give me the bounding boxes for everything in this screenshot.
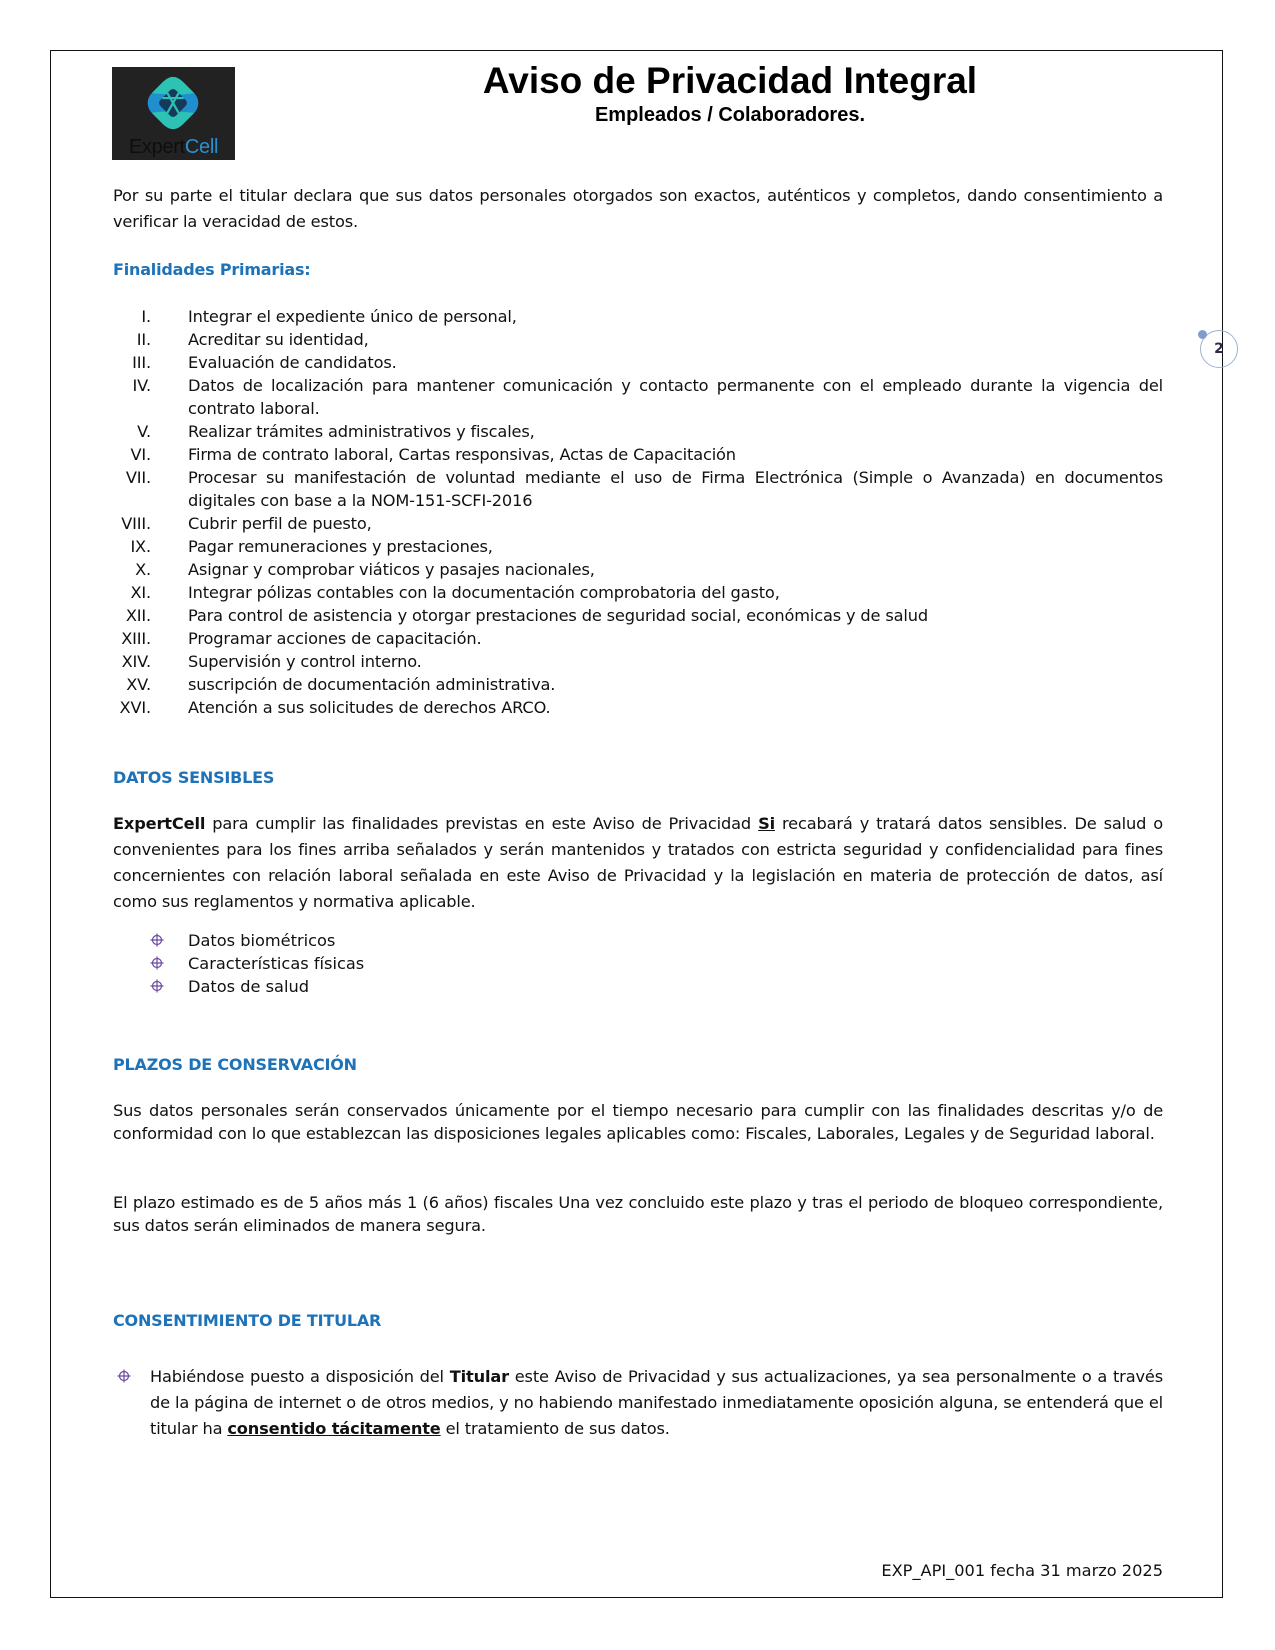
- list-item-number: I.: [141, 307, 151, 326]
- list-item-number: III.: [132, 353, 151, 372]
- list-item-text: Para control de asistencia y otorgar prestaciones de seguridad social, económicas y de salud: [188, 606, 929, 625]
- logo-emblem-icon: [140, 71, 206, 135]
- purpose-list-item: [113, 328, 1163, 351]
- list-item-text: Supervisión y control interno.: [188, 652, 422, 671]
- list-item-number: IV.: [132, 376, 151, 395]
- consent-item: [113, 1364, 1163, 1442]
- purpose-list-item: [113, 420, 1163, 443]
- list-item-text: Datos de localización para mantener comunicación y contacto permanente con el empleado durante la vigencia del contrato laboral.: [188, 376, 1163, 418]
- sensitive-data-item: [150, 952, 364, 975]
- list-item-text: Cubrir perfil de puesto,: [188, 514, 372, 533]
- list-item-text: Procesar su manifestación de voluntad mediante el uso de Firma Electrónica (Simple o Avanzada) en documentos digitales con base a la NOM-151-SCFI-2016: [188, 468, 1163, 510]
- purpose-list-item: [113, 535, 1163, 558]
- purpose-list-item: [113, 558, 1163, 581]
- logo-wordmark: ExpertCell: [128, 136, 219, 158]
- list-item-text: Pagar remuneraciones y prestaciones,: [188, 537, 493, 556]
- list-item-number: IX.: [130, 537, 151, 556]
- page-number-dot-icon: [1198, 330, 1207, 339]
- page-number-badge: 2: [1200, 330, 1238, 368]
- expertcell-logo: [112, 67, 235, 160]
- list-item-text: Firma de contrato laboral, Cartas responsivas, Actas de Capacitación: [188, 445, 736, 464]
- purpose-list-item: [113, 581, 1163, 604]
- purpose-list-item: [113, 650, 1163, 673]
- document-title: Aviso de Privacidad Integral: [482, 60, 978, 101]
- crosshair-circle-icon: [150, 956, 164, 970]
- list-item-number: XVI.: [119, 698, 151, 717]
- list-item-text: Atención a sus solicitudes de derechos ARCO.: [188, 698, 551, 717]
- primary-purposes-list: [113, 305, 1163, 719]
- list-item-number: XIII.: [121, 629, 151, 648]
- list-item-text: Programar acciones de capacitación.: [188, 629, 482, 648]
- sensitive-data-paragraph: ExpertCell para cumplir las finalidades previstas en este Aviso de Privacidad Si recabará y tratará datos sensibles. De salud o convenientes para los fines arriba señalados y serán mantenidos y tratados con estricta seguridad y confidencialidad para fines concernientes con relación laboral señalada en este Aviso de Privacidad y la legislación en materia de protección de datos, así como sus reglamentos y normativa aplicable.: [113, 814, 1163, 911]
- purpose-list-item: [113, 305, 1163, 328]
- list-item-number: VII.: [125, 468, 151, 487]
- emphasis-si: Si: [758, 814, 775, 833]
- crosshair-circle-icon: [117, 1369, 131, 1383]
- list-item-number: X.: [135, 560, 151, 579]
- retention-paragraph-1: Sus datos personales serán conservados únicamente por el tiempo necesario para cumplir con las finalidades descritas y/o de conformidad con lo que establezcan las disposiciones legales aplicables como: Fiscales, Laborales, Legales y de Seguridad laboral.: [113, 1101, 1163, 1143]
- list-item-number: XI.: [130, 583, 151, 602]
- purpose-list-item: [113, 627, 1163, 650]
- sensitive-data-heading: DATOS SENSIBLES: [113, 768, 275, 787]
- crosshair-circle-icon: [150, 933, 164, 947]
- retention-heading: PLAZOS DE CONSERVACIÓN: [113, 1055, 357, 1074]
- list-item-text: Evaluación de candidatos.: [188, 353, 397, 372]
- document-footer-code: EXP_API_001 fecha 31 marzo 2025: [881, 1561, 1163, 1580]
- titular-bold: Titular: [449, 1367, 509, 1386]
- crosshair-circle-icon: [150, 979, 164, 993]
- sensitive-data-list: [150, 929, 364, 998]
- purpose-list-item: [113, 443, 1163, 466]
- consent-heading: CONSENTIMIENTO DE TITULAR: [113, 1311, 382, 1330]
- list-item-text: Acreditar su identidad,: [188, 330, 369, 349]
- purpose-list-item: [113, 673, 1163, 696]
- list-item-number: VI.: [130, 445, 151, 464]
- list-item-number: XIV.: [121, 652, 151, 671]
- list-item-number: V.: [137, 422, 151, 441]
- company-name: ExpertCell: [113, 814, 206, 833]
- sensitive-data-item: [150, 975, 364, 998]
- consent-emphasis: consentido tácitamente: [227, 1419, 441, 1438]
- list-item-text: suscripción de documentación administrativa.: [188, 675, 556, 694]
- retention-paragraph-2: El plazo estimado es de 5 años más 1 (6 años) fiscales Una vez concluido este plazo y tras el periodo de bloqueo correspondiente, sus datos serán eliminados de manera segura.: [113, 1193, 1163, 1235]
- list-item-number: XV.: [126, 675, 151, 694]
- sensitive-data-item: [150, 929, 364, 952]
- list-item-number: II.: [136, 330, 151, 349]
- sensitive-data-item-text: Datos biométricos: [188, 931, 336, 950]
- list-item-number: XII.: [125, 606, 151, 625]
- purpose-list-item: [113, 604, 1163, 627]
- purpose-list-item: [113, 512, 1163, 535]
- purpose-list-item: [113, 696, 1163, 719]
- list-item-text: Realizar trámites administrativos y fiscales,: [188, 422, 535, 441]
- sensitive-data-item-text: Datos de salud: [188, 977, 309, 996]
- purpose-list-item: [113, 351, 1163, 374]
- purpose-list-item: [113, 374, 1163, 420]
- document-subtitle: Empleados / Colaboradores.: [594, 104, 866, 126]
- primary-purposes-heading: Finalidades Primarias:: [113, 260, 311, 279]
- list-item-text: Integrar el expediente único de personal,: [188, 307, 517, 326]
- sensitive-data-item-text: Características físicas: [188, 954, 365, 973]
- purpose-list-item: [113, 466, 1163, 512]
- intro-paragraph: Por su parte el titular declara que sus datos personales otorgados son exactos, auténticos y completos, dando consentimiento a verificar la veracidad de estos.: [113, 186, 1163, 231]
- list-item-text: Asignar y comprobar viáticos y pasajes nacionales,: [188, 560, 595, 579]
- list-item-number: VIII.: [121, 514, 151, 533]
- consent-text: Habiéndose puesto a disposición del Titular este Aviso de Privacidad y sus actualizaciones, ya sea personalmente o a través de la página de internet o de otros medios, y no habiendo manifestado inmediatamente oposición alguna, se entenderá que el titular ha consentido tácitamente el tratamiento de sus datos.: [150, 1367, 1163, 1438]
- list-item-text: Integrar pólizas contables con la documentación comprobatoria del gasto,: [188, 583, 780, 602]
